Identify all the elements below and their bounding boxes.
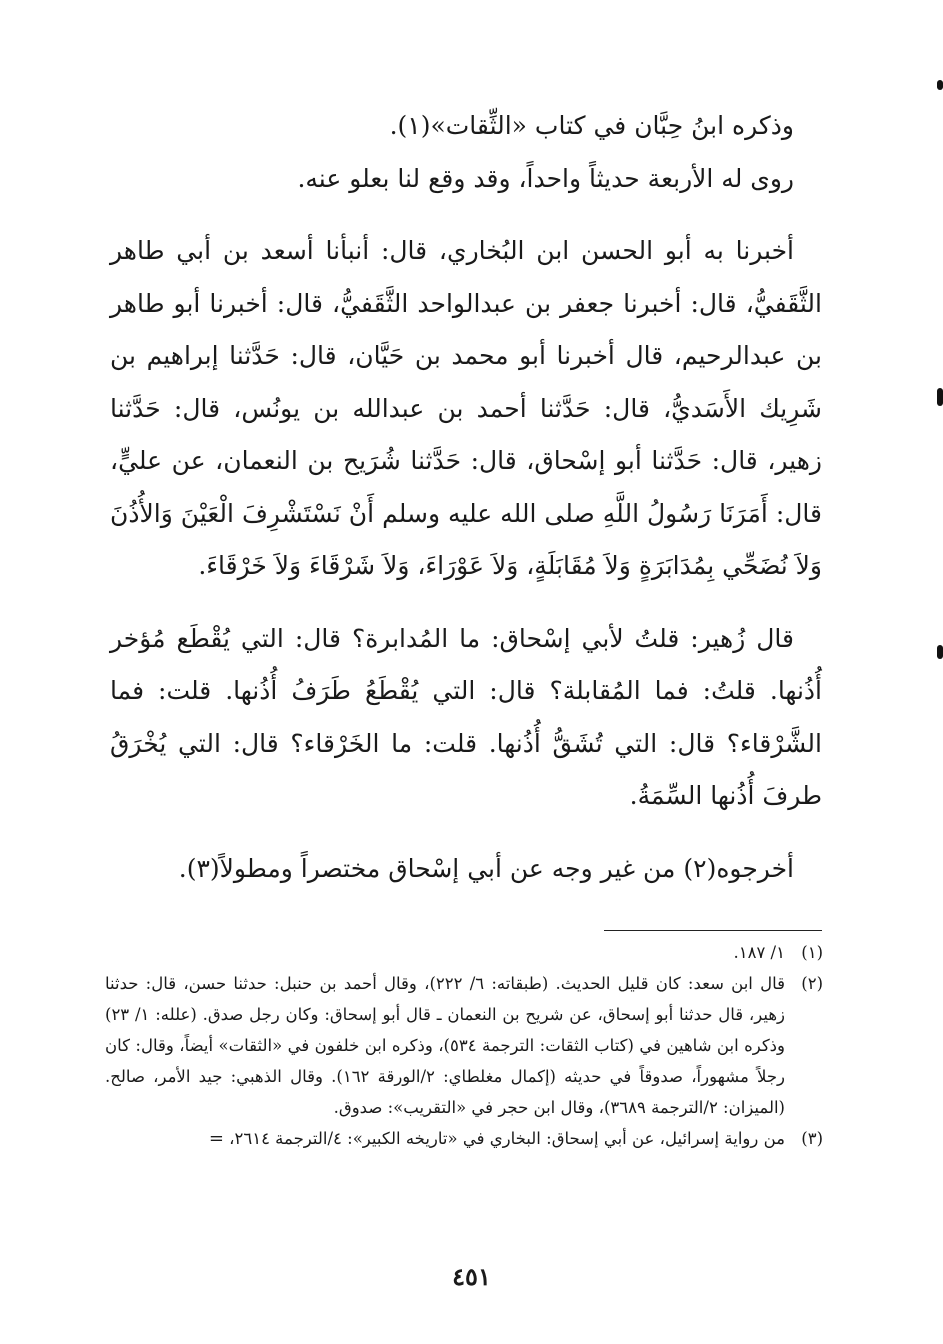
scan-edge-mark bbox=[937, 80, 943, 90]
paragraph-isnad-hadith: أخبرنا به أبو الحسن ابن البُخاري، قال: أنبأنا أسعد بن أبي طاهر الثَّقَفيُّ، قال: أخبرنا جعفر بن عبدالواحد الثَّقَفيُّ، قال: أخبرنا أبو طاهر بن عبدالرحيم، قال أخبرنا أبو محمد بن حَيَّان، قال: حَدَّثنا إبراهيم بن شَرِيك الأَسَديُّ، قال: حَدَّثنا أحمد بن عبدالله بن يونُس، قال: حَدَّثنا زهير، قال: حَدَّثنا أبو إسْحاق، قال: حَدَّثنا شُرَيح بن النعمان، عن عليٍّ، قال: أَمَرَنَا رَسُولُ اللَّهِ صلى الله عليه وسلم أَنْ نَسْتَشْرِفَ الْعَيْنَ وَالأُذُنَ وَلاَ نُضَحِّي بِمُدَابَرَةٍ وَلاَ مُقَابَلَةٍ، وَلاَ عَوْرَاءَ، وَلاَ شَرْقَاءَ وَلاَ خَرْقَاءَ. bbox=[110, 236, 822, 580]
continuation-mark: = bbox=[208, 1128, 224, 1149]
paragraph-explanation: قال زُهير: قلتُ لأبي إسْحاق: ما المُدابرة؟ قال: التي يُقْطَع مُؤخر أُذُنها. قلتُ: فما المُقابلة؟ قال: التي يُقْطَعُ طَرَفُ أُذُنها. قلت: فما الشَّرْقاء؟ قال: التي تُشَقُّ أُذُنها. قلت: ما الخَرْقاء؟ قال: التي يُخْرَقُ طرفَ أُذُنها السِّمَةُ. bbox=[110, 623, 822, 810]
paragraph-thiqat-mention: وذكره ابنُ حِبَّان في كتاب «الثِّقات»(١). bbox=[389, 111, 794, 140]
footnote-1 bbox=[105, 937, 823, 968]
footnote-divider bbox=[604, 930, 822, 931]
footnote-text: من رواية إسرائيل، عن أبي إسحاق: البخاري في «تاريخه الكبير»: ٤/الترجمة ٢٦١٤، bbox=[229, 1129, 785, 1148]
footnotes bbox=[105, 937, 823, 1154]
footnote-text: قال ابن سعد: كان قليل الحديث. (طبقاته: ٦/ ٢٢٢)، وقال أحمد بن حنبل: حدثنا حسن، قال: حدثنا زهير، قال حدثنا أبو إسحاق، عن شريح بن النعمان ـ قال أبو إسحاق: وكان رجل صدق. (علله: ١/ ٢٣) وذكره ابن شاهين في (كتاب الثقات: الترجمة ٥٣٤)، وذكره ابن خلفون في «الثقات» أيضاً، وقال: كان رجلاً مشهوراً، صدوقاً في حديثه (إكمال مغلطاي: ٢/الورقة ١٦٢). وقال الذهبي: جيد الأمر، صالح. (الميزان: ٢/الترجمة ٣٦٨٩)، وقال ابن حجر في «التقريب»: صدوق. bbox=[105, 974, 786, 1117]
footnote-3 bbox=[105, 1123, 823, 1154]
footnote-number: (٢) bbox=[801, 974, 823, 993]
footnote-number: (١) bbox=[801, 943, 823, 962]
footnote-text: ١/ ١٨٧. bbox=[733, 943, 785, 962]
scan-edge-mark bbox=[937, 645, 943, 659]
scan-edge-mark bbox=[937, 388, 943, 406]
footnote-number: (٣) bbox=[801, 1129, 823, 1148]
paragraph-narration-note: روى له الأربعة حديثاً واحداً، وقد وقع لنا بعلو عنه. bbox=[297, 163, 794, 193]
footnote-2 bbox=[105, 968, 823, 1123]
footnote-body bbox=[105, 1123, 785, 1154]
main-text bbox=[110, 100, 822, 895]
paragraph-takhrij: أخرجوه(٢) من غير وجه عن أبي إسْحاق مختصراً ومطولاً(٣). bbox=[178, 853, 794, 883]
page-number: ٤٥١ bbox=[452, 1262, 491, 1291]
